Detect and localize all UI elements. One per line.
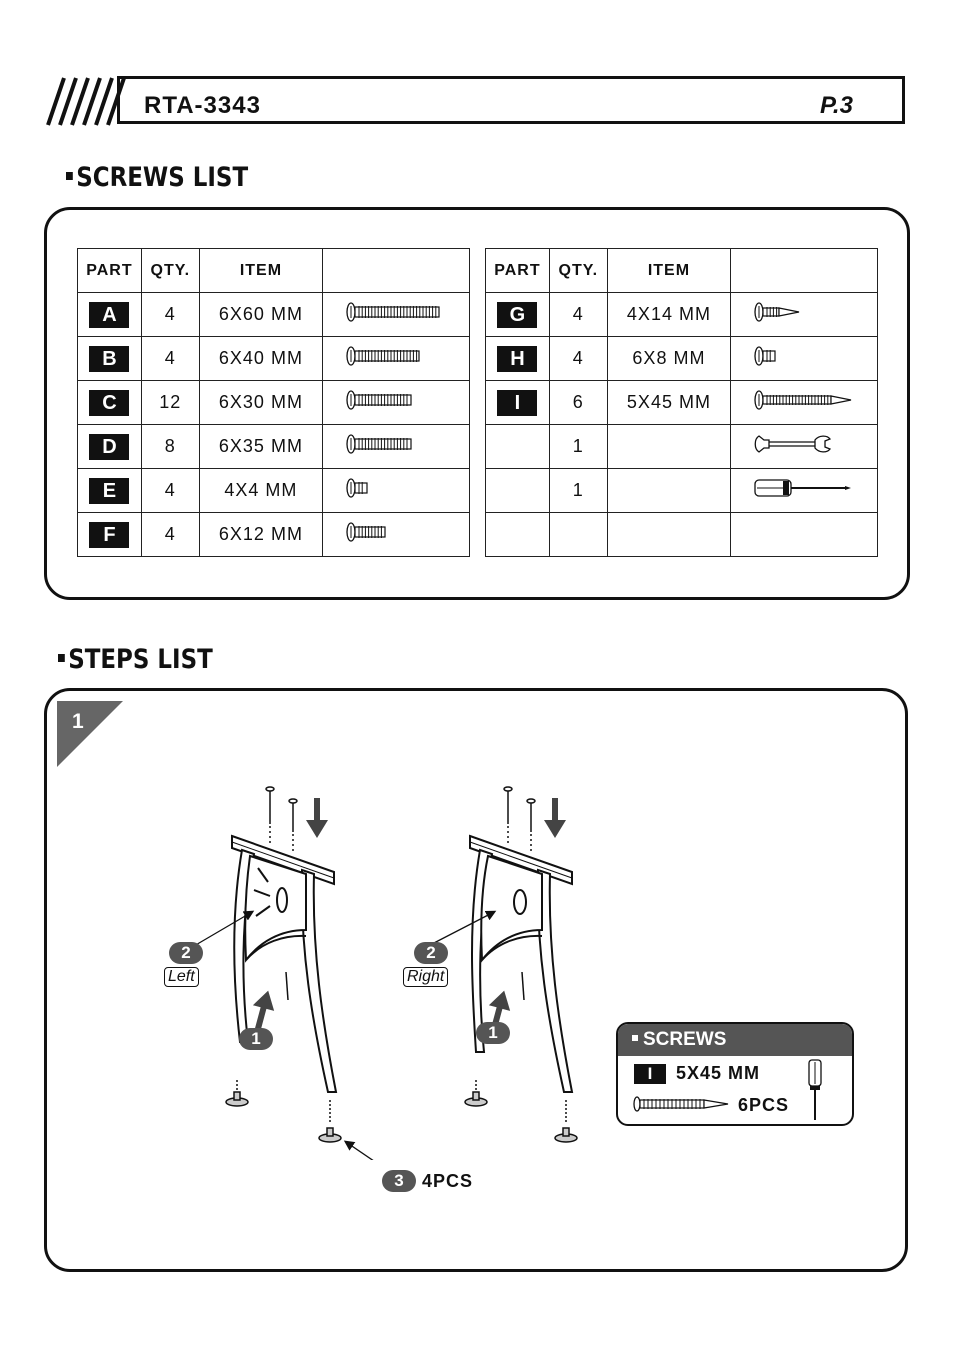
qty-cell: 4: [549, 293, 607, 337]
qty-cell: 4: [549, 337, 607, 381]
qty-cell: 8: [141, 425, 199, 469]
part-cell: [78, 293, 142, 337]
item-cell: 6X12 MM: [199, 513, 322, 557]
part-cell: [486, 381, 550, 425]
image-cell: [323, 381, 470, 425]
table-row: [486, 425, 878, 469]
part-badge: G: [497, 302, 537, 328]
screwdriver-icon: [753, 484, 853, 504]
step-number-tab: [57, 701, 125, 769]
table-row: [78, 469, 470, 513]
part-badge: C: [89, 390, 129, 416]
part-cell: [78, 425, 142, 469]
screwdriver-icon: [804, 1058, 826, 1124]
part-cell: [78, 381, 142, 425]
table-row: [486, 337, 878, 381]
part-badge: F: [89, 522, 129, 548]
image-cell: [731, 293, 878, 337]
label-left: Left: [164, 967, 199, 987]
part-cell: [486, 469, 550, 513]
col-image: [731, 249, 878, 293]
table-row: [78, 381, 470, 425]
item-cell: 6X40 MM: [199, 337, 322, 381]
wood-screw-long-icon: [753, 396, 855, 416]
table-row: [78, 425, 470, 469]
wrench-icon: [753, 441, 833, 461]
table-row: [486, 513, 878, 557]
part-cell: [78, 337, 142, 381]
qty-cell: 1: [549, 425, 607, 469]
qty-cell: 4: [141, 293, 199, 337]
part-cell: [486, 513, 550, 557]
callout-3-feet: 3: [382, 1170, 416, 1192]
part-badge: I: [497, 390, 537, 416]
callout-1-left: 1: [239, 1028, 273, 1050]
qty-cell: 1: [549, 469, 607, 513]
part-badge: B: [89, 346, 129, 372]
part-cell: [78, 469, 142, 513]
col-item: ITEM: [199, 249, 322, 293]
item-cell: [607, 425, 730, 469]
col-image: [323, 249, 470, 293]
screw-long-icon: [345, 308, 449, 328]
screw-medium-icon: [345, 352, 429, 372]
qty-cell: [549, 513, 607, 557]
part-cell: [486, 425, 550, 469]
step-number: 1: [72, 710, 84, 733]
table-row: [486, 381, 878, 425]
steps-list-title: STEPS LIST: [58, 644, 213, 675]
screws-list-title: SCREWS LIST: [66, 162, 248, 193]
part-badge: E: [89, 478, 129, 504]
image-cell: [731, 337, 878, 381]
item-cell: [607, 513, 730, 557]
table-row: [486, 293, 878, 337]
screw-short-icon: [345, 396, 421, 416]
table-row: [78, 513, 470, 557]
wood-screw-small-icon: [753, 308, 803, 328]
col-item: ITEM: [607, 249, 730, 293]
parts-table-left: [77, 248, 470, 557]
image-cell: [731, 513, 878, 557]
callout-2-right: 2: [414, 942, 448, 964]
image-cell: [323, 513, 470, 557]
screw-tiny-icon: [345, 484, 377, 504]
item-cell: 6X30 MM: [199, 381, 322, 425]
col-qty: QTY.: [141, 249, 199, 293]
part-cell: [78, 513, 142, 557]
screw-small-icon: [345, 528, 395, 548]
image-cell: [731, 469, 878, 513]
image-cell: [323, 469, 470, 513]
screws-box-header: SCREWS: [618, 1024, 852, 1056]
parts-table-right: [485, 248, 878, 557]
part-badge: A: [89, 302, 129, 328]
image-cell: [731, 425, 878, 469]
left-leg: [232, 836, 336, 1092]
qty-cell: 4: [141, 337, 199, 381]
table-header-row: [486, 249, 878, 293]
qty-cell: 6: [549, 381, 607, 425]
table-header-row: [78, 249, 470, 293]
page-number: P.3: [820, 92, 853, 119]
item-cell: 6X8 MM: [607, 337, 730, 381]
item-cell: 4X4 MM: [199, 469, 322, 513]
col-qty: QTY.: [549, 249, 607, 293]
callout-1-right: 1: [476, 1022, 510, 1044]
model-number: RTA-3343: [144, 92, 261, 119]
image-cell: [731, 381, 878, 425]
wood-screw-icon: [632, 1094, 732, 1114]
table-row: [78, 293, 470, 337]
col-part: PART: [486, 249, 550, 293]
part-cell: [486, 293, 550, 337]
table-row: [486, 469, 878, 513]
screw-tiny-icon: [753, 352, 785, 372]
item-cell: 5X45 MM: [607, 381, 730, 425]
image-cell: [323, 293, 470, 337]
item-cell: 6X35 MM: [199, 425, 322, 469]
part-badge: D: [89, 434, 129, 460]
image-cell: [323, 425, 470, 469]
header-stripes: [46, 76, 126, 126]
qty-cell: 12: [141, 381, 199, 425]
qty-cell: 4: [141, 513, 199, 557]
part-badge: H: [497, 346, 537, 372]
leg-assembly-illustration: [150, 780, 610, 1160]
qty-cell: 4: [141, 469, 199, 513]
item-cell: [607, 469, 730, 513]
part-cell: [486, 337, 550, 381]
screw-short-icon: [345, 440, 421, 460]
image-cell: [323, 337, 470, 381]
item-cell: 6X60 MM: [199, 293, 322, 337]
item-cell: 4X14 MM: [607, 293, 730, 337]
col-part: PART: [78, 249, 142, 293]
table-row: [78, 337, 470, 381]
feet-qty: 4PCS: [422, 1171, 474, 1191]
label-right: Right: [403, 967, 448, 987]
screws-box-size: 5X45 MM: [676, 1063, 761, 1083]
screws-box-qty: 6PCS: [738, 1095, 790, 1115]
callout-2-left: 2: [169, 942, 203, 964]
screws-box-part-badge: I: [634, 1064, 666, 1084]
